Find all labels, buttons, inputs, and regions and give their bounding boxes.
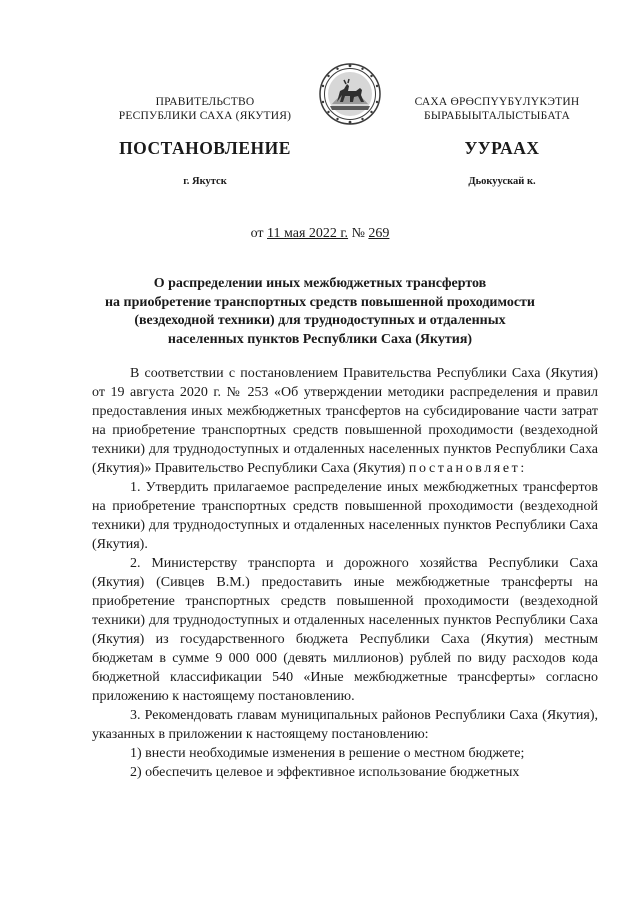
header-right: [392, 95, 602, 123]
city-left: г. Якутск: [183, 176, 227, 187]
paragraph-3-item-2: 2) обеспечить целевое и эффективное использование бюджетных: [130, 765, 520, 780]
document-number: 269: [368, 226, 390, 241]
doctype-right: УУРААХ: [464, 138, 540, 158]
header-left-line1: ПРАВИТЕЛЬСТВО: [155, 96, 255, 108]
city-right: Дьокуускай к.: [468, 176, 536, 187]
paragraph-3-item-1: 1) внести необходимые изменения в решение о местном бюджете;: [130, 746, 525, 761]
header-left-line2: РЕСПУБЛИКИ САХА (ЯКУТИЯ): [118, 110, 292, 122]
document-dateline: [0, 226, 640, 242]
coat-of-arms-icon: [318, 62, 382, 126]
title-line-3: (вездеходной техники) для труднодоступных и отдаленных: [134, 313, 506, 328]
document-date: 11 мая 2022 г.: [267, 226, 349, 241]
header-right-line1: САХА ӨРӨСПҮҮБҮЛҮКЭТИН: [414, 96, 580, 108]
title-line-1: О распределении иных межбюджетных трансфертов: [153, 276, 487, 291]
preamble-text: В соответствии с постановлением Правительства Республики Саха (Якутия) от 19 августа 2020 г. № 253 «Об утверждении методики распределения и правил предоставления иных межбюджетных трансфертов на субсидирование части затрат на приобретение транспортных средств повышенной проходимости (вездеходной техники) для труднодоступных и отдаленных населенных пунктов Республики Саха (Якутия)» Правительство Республики Саха (Якутия): [92, 366, 598, 476]
header-left: [100, 95, 310, 123]
preamble-paragraph: [92, 364, 598, 478]
paragraph-3: 3. Рекомендовать главам муниципальных районов Республики Саха (Якутия), указанных в приложении к настоящему постановлению:: [92, 708, 598, 742]
paragraph-1: 1. Утвердить прилагаемое распределение иных межбюджетных трансфертов на приобретение транспортных средств повышенной проходимости (вездеходной техники) для труднодоступных и отдаленных населенных пунктов Республики Саха (Якутия).: [92, 480, 598, 552]
number-sign: №: [348, 226, 369, 241]
document-title: [90, 275, 550, 349]
title-line-2: на приобретение транспортных средств повышенной проходимости: [104, 294, 535, 310]
header-right-line2: БЫРАБЫЫТАЛЫСТЫБАТА: [424, 110, 570, 122]
document-body: [92, 364, 598, 782]
doctype-left: ПОСТАНОВЛЕНИЕ: [119, 138, 291, 158]
decree-word: постановляет: [408, 461, 521, 476]
dateline-prefix: от: [250, 226, 267, 241]
decree-colon: :: [520, 461, 525, 476]
paragraph-2: 2. Министерству транспорта и дорожного хозяйства Республики Саха (Якутия) (Сивцев В.М.) предоставить иные межбюджетные трансферты на приобретение транспортных средств повышенной проходимости (вездеходной техники) для труднодоступных и отдаленных населенных пунктов Республики Саха (Якутия) из государственного бюджета Республики Саха (Якутия) местным бюджетам в сумме 9 000 000 (девять миллионов) рублей по виду расходов кода бюджетной классификации 540 «Иные межбюджетные трансферты» согласно приложению к настоящему постановлению.: [92, 556, 598, 704]
title-line-4: населенных пунктов Республики Саха (Якутия): [167, 331, 473, 347]
